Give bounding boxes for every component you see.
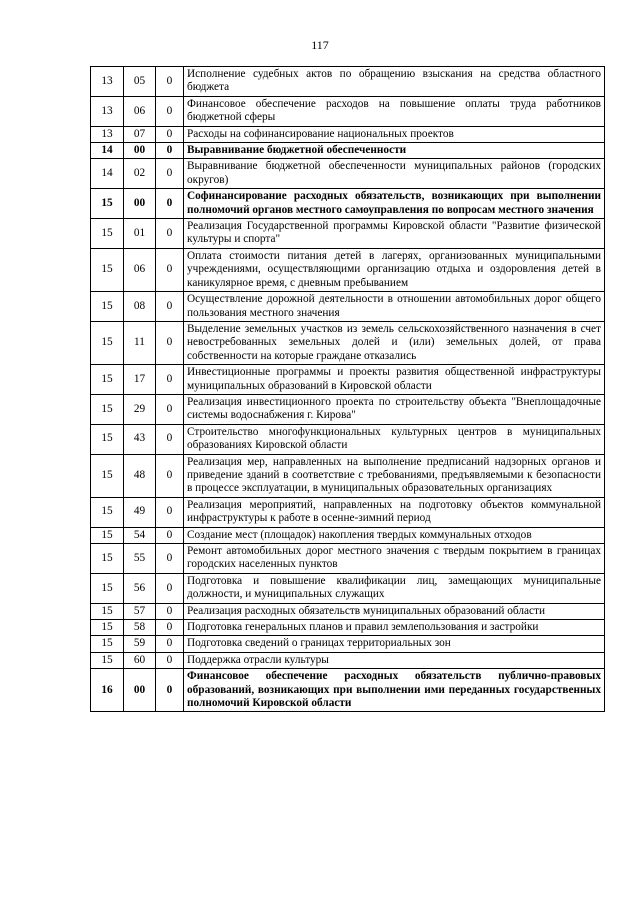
group-code-cell: 0 — [156, 126, 184, 142]
table-row — [91, 321, 605, 364]
description-cell: Финансовое обеспечение расходов на повышение оплаты труда работников бюджетной сферы — [184, 96, 605, 126]
subsection-code-cell: 00 — [124, 669, 156, 712]
table-row — [91, 620, 605, 636]
table-row — [91, 454, 605, 497]
subsection-code-cell: 06 — [124, 248, 156, 291]
group-code-cell: 0 — [156, 219, 184, 249]
group-code-cell: 0 — [156, 497, 184, 527]
table-row — [91, 573, 605, 603]
description-cell: Подготовка сведений о границах территориальных зон — [184, 636, 605, 652]
section-code-cell: 15 — [91, 219, 124, 249]
group-code-cell: 0 — [156, 365, 184, 395]
table-row — [91, 248, 605, 291]
page-number: 117 — [311, 38, 329, 52]
description-cell: Исполнение судебных актов по обращению взыскания на средства областного бюджета — [184, 67, 605, 97]
section-code-cell: 15 — [91, 424, 124, 454]
subsection-code-cell: 11 — [124, 321, 156, 364]
group-code-cell: 0 — [156, 544, 184, 574]
group-code-cell: 0 — [156, 248, 184, 291]
table-row — [91, 96, 605, 126]
section-code-cell: 15 — [91, 394, 124, 424]
description-cell: Оплата стоимости питания детей в лагерях, организованных муниципальными учреждениями, осуществляющими организацию отдыха и оздоровления детей в каникулярное время, с дневным пребыванием — [184, 248, 605, 291]
budget-classification-table — [90, 66, 605, 712]
section-code-cell: 15 — [91, 189, 124, 219]
subsection-code-cell: 06 — [124, 96, 156, 126]
description-cell: Выравнивание бюджетной обеспеченности муниципальных районов (городских округов) — [184, 159, 605, 189]
subsection-code-cell: 08 — [124, 292, 156, 322]
description-cell: Выделение земельных участков из земель сельскохозяйственного назначения в счет невостребованных земельных долей и (или) земельных долей, от права собственности на которые граждане отказались — [184, 321, 605, 364]
group-code-cell: 0 — [156, 424, 184, 454]
table-row — [91, 67, 605, 97]
table-row — [91, 292, 605, 322]
group-code-cell: 0 — [156, 620, 184, 636]
section-code-cell: 15 — [91, 497, 124, 527]
group-code-cell: 0 — [156, 143, 184, 159]
table-row — [91, 394, 605, 424]
description-cell: Расходы на софинансирование национальных проектов — [184, 126, 605, 142]
table-body — [91, 67, 605, 712]
table-row — [91, 189, 605, 219]
table-row — [91, 365, 605, 395]
group-code-cell: 0 — [156, 159, 184, 189]
subsection-code-cell: 43 — [124, 424, 156, 454]
subsection-code-cell: 59 — [124, 636, 156, 652]
section-code-cell: 15 — [91, 573, 124, 603]
description-cell: Подготовка генеральных планов и правил землепользования и застройки — [184, 620, 605, 636]
group-code-cell: 0 — [156, 573, 184, 603]
subsection-code-cell: 60 — [124, 652, 156, 668]
table-row — [91, 652, 605, 668]
section-code-cell: 15 — [91, 365, 124, 395]
section-code-cell: 16 — [91, 669, 124, 712]
table-row — [91, 126, 605, 142]
section-code-cell: 15 — [91, 652, 124, 668]
subsection-code-cell: 57 — [124, 603, 156, 619]
group-code-cell: 0 — [156, 603, 184, 619]
group-code-cell: 0 — [156, 636, 184, 652]
subsection-code-cell: 17 — [124, 365, 156, 395]
section-code-cell: 15 — [91, 636, 124, 652]
group-code-cell: 0 — [156, 394, 184, 424]
description-cell: Инвестиционные программы и проекты развития общественной инфраструктуры муниципальных образований в Кировской области — [184, 365, 605, 395]
subsection-code-cell: 55 — [124, 544, 156, 574]
description-cell: Создание мест (площадок) накопления твердых коммунальных отходов — [184, 527, 605, 543]
section-code-cell: 15 — [91, 620, 124, 636]
group-code-cell: 0 — [156, 96, 184, 126]
table-row — [91, 424, 605, 454]
subsection-code-cell: 00 — [124, 143, 156, 159]
description-cell: Реализация Государственной программы Кировской области "Развитие физической культуры и спорта" — [184, 219, 605, 249]
description-cell: Реализация мероприятий, направленных на подготовку объектов коммунальной инфраструктуры к работе в осенне-зимний период — [184, 497, 605, 527]
table-row — [91, 603, 605, 619]
subsection-code-cell: 54 — [124, 527, 156, 543]
subsection-code-cell: 56 — [124, 573, 156, 603]
group-code-cell: 0 — [156, 527, 184, 543]
table-row — [91, 636, 605, 652]
description-cell: Подготовка и повышение квалификации лиц, замещающих муниципальные должности, и муниципальных служащих — [184, 573, 605, 603]
section-code-cell: 14 — [91, 159, 124, 189]
subsection-code-cell: 00 — [124, 189, 156, 219]
group-code-cell: 0 — [156, 189, 184, 219]
subsection-code-cell: 07 — [124, 126, 156, 142]
group-code-cell: 0 — [156, 321, 184, 364]
description-cell: Поддержка отрасли культуры — [184, 652, 605, 668]
description-cell: Финансовое обеспечение расходных обязательств публично-правовых образований, возникающих при выполнении ими переданных государственных полномочий Кировской области — [184, 669, 605, 712]
table-row — [91, 143, 605, 159]
section-code-cell: 15 — [91, 321, 124, 364]
description-cell: Выравнивание бюджетной обеспеченности — [184, 143, 605, 159]
section-code-cell: 14 — [91, 143, 124, 159]
subsection-code-cell: 01 — [124, 219, 156, 249]
section-code-cell: 13 — [91, 67, 124, 97]
section-code-cell: 13 — [91, 126, 124, 142]
table-row — [91, 669, 605, 712]
group-code-cell: 0 — [156, 669, 184, 712]
table-row — [91, 544, 605, 574]
subsection-code-cell: 29 — [124, 394, 156, 424]
description-cell: Реализация расходных обязательств муниципальных образований области — [184, 603, 605, 619]
description-cell: Реализация инвестиционного проекта по строительству объекта "Внеплощадочные системы водоснабжения г. Кирова" — [184, 394, 605, 424]
subsection-code-cell: 05 — [124, 67, 156, 97]
section-code-cell: 15 — [91, 248, 124, 291]
table-row — [91, 159, 605, 189]
section-code-cell: 15 — [91, 292, 124, 322]
description-cell: Строительство многофункциональных культурных центров в муниципальных образованиях Кировской области — [184, 424, 605, 454]
table-row — [91, 219, 605, 249]
description-cell: Осуществление дорожной деятельности в отношении автомобильных дорог общего пользования местного значения — [184, 292, 605, 322]
subsection-code-cell: 49 — [124, 497, 156, 527]
subsection-code-cell: 58 — [124, 620, 156, 636]
group-code-cell: 0 — [156, 67, 184, 97]
table-row — [91, 497, 605, 527]
description-cell: Софинансирование расходных обязательств, возникающих при выполнении полномочий органов местного самоуправления по вопросам местного значения — [184, 189, 605, 219]
section-code-cell: 15 — [91, 544, 124, 574]
subsection-code-cell: 02 — [124, 159, 156, 189]
group-code-cell: 0 — [156, 454, 184, 497]
description-cell: Реализация мер, направленных на выполнение предписаний надзорных органов и приведение зданий в соответствие с требованиями, предъявляемыми к безопасности в процессе эксплуатации, в муниципальных образовательных организациях — [184, 454, 605, 497]
subsection-code-cell: 48 — [124, 454, 156, 497]
section-code-cell: 15 — [91, 527, 124, 543]
table-row — [91, 527, 605, 543]
description-cell: Ремонт автомобильных дорог местного значения с твердым покрытием в границах городских населенных пунктов — [184, 544, 605, 574]
group-code-cell: 0 — [156, 652, 184, 668]
section-code-cell: 13 — [91, 96, 124, 126]
section-code-cell: 15 — [91, 454, 124, 497]
group-code-cell: 0 — [156, 292, 184, 322]
section-code-cell: 15 — [91, 603, 124, 619]
